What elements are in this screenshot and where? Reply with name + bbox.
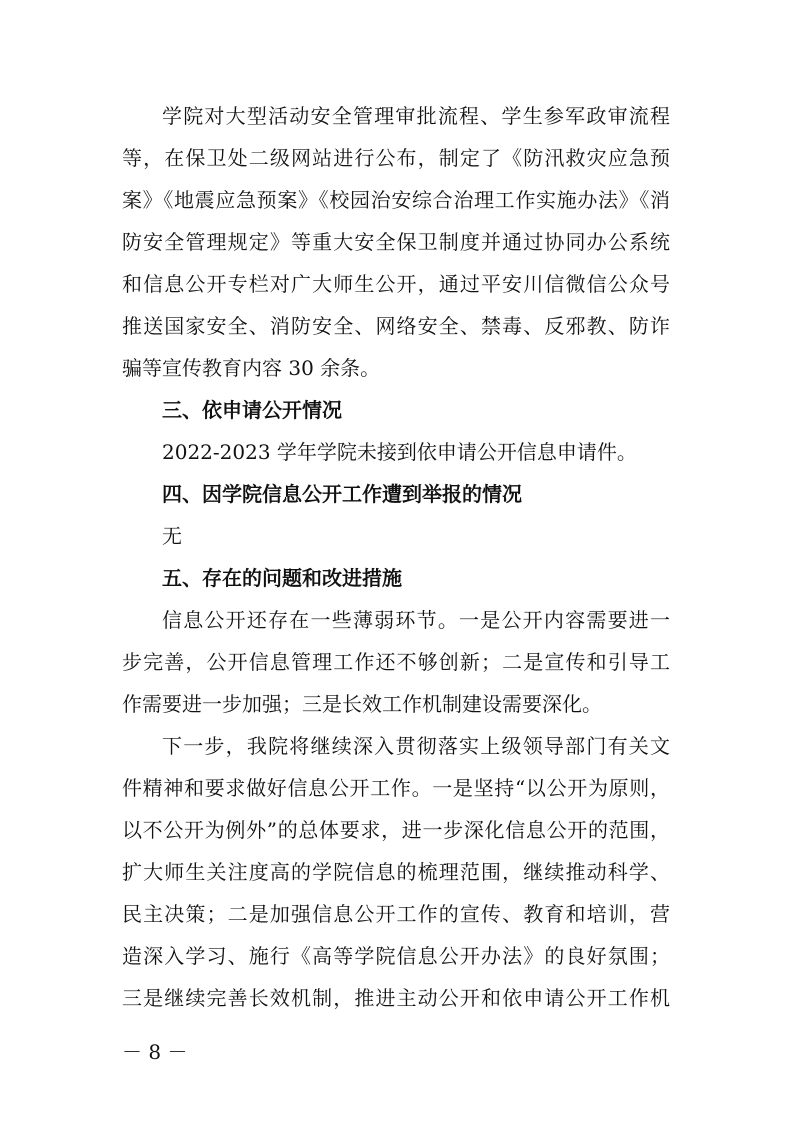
paragraph-line: 作需要进一步加强；三是长效工作机制建设需要深化。 — [122, 692, 602, 716]
paragraph-line: 骗等宣传教育内容 30 余条。 — [122, 356, 381, 380]
paragraph-line: 扩大师生关注度高的学院信息的梳理范围，继续推动科学、 — [122, 860, 670, 884]
section-heading-3: 三、依申请公开情况 — [162, 398, 342, 422]
paragraph-line: 信息公开还存在一些薄弱环节。一是公开内容需要进一 — [162, 608, 670, 632]
paragraph-line: 三是继续完善长效机制，推进主动公开和依申请公开工作机 — [122, 986, 670, 1010]
paragraph-line: 防安全管理规定》等重大安全保卫制度并通过协同办公系统 — [122, 230, 670, 254]
paragraph-line: 和信息公开专栏对广大师生公开，通过平安川信微信公众号 — [122, 272, 670, 296]
paragraph-line: 无 — [162, 524, 182, 548]
paragraph-line: 民主决策；二是加强信息公开工作的宣传、教育和培训，营 — [122, 902, 670, 926]
paragraph-line: 2022-2023 学年学院未接到依申请公开信息申请件。 — [162, 440, 637, 464]
paragraph-line: 件精神和要求做好信息公开工作。一是坚持“以公开为原则， — [122, 776, 670, 800]
paragraph-line: 案》《地震应急预案》《校园治安综合治理工作实施办法》《消 — [122, 188, 670, 212]
paragraph-line: 步完善，公开信息管理工作还不够创新；二是宣传和引导工 — [122, 650, 670, 674]
paragraph-line: 下一步，我院将继续深入贯彻落实上级领导部门有关文 — [162, 734, 670, 758]
paragraph-line: 学院对大型活动安全管理审批流程、学生参军政审流程 — [162, 104, 670, 128]
paragraph-line: 推送国家安全、消防安全、网络安全、禁毒、反邪教、防诈 — [122, 314, 670, 338]
section-heading-4: 四、因学院信息公开工作遭到举报的情况 — [162, 482, 522, 506]
page-number: － 8 － — [122, 1040, 188, 1064]
section-heading-5: 五、存在的问题和改进措施 — [162, 566, 402, 590]
paragraph-line: 以不公开为例外”的总体要求，进一步深化信息公开的范围， — [122, 818, 670, 842]
paragraph-line: 等，在保卫处二级网站进行公布，制定了《防汛救灾应急预 — [122, 146, 670, 170]
paragraph-line: 造深入学习、施行《高等学院信息公开办法》的良好氛围； — [122, 944, 670, 968]
